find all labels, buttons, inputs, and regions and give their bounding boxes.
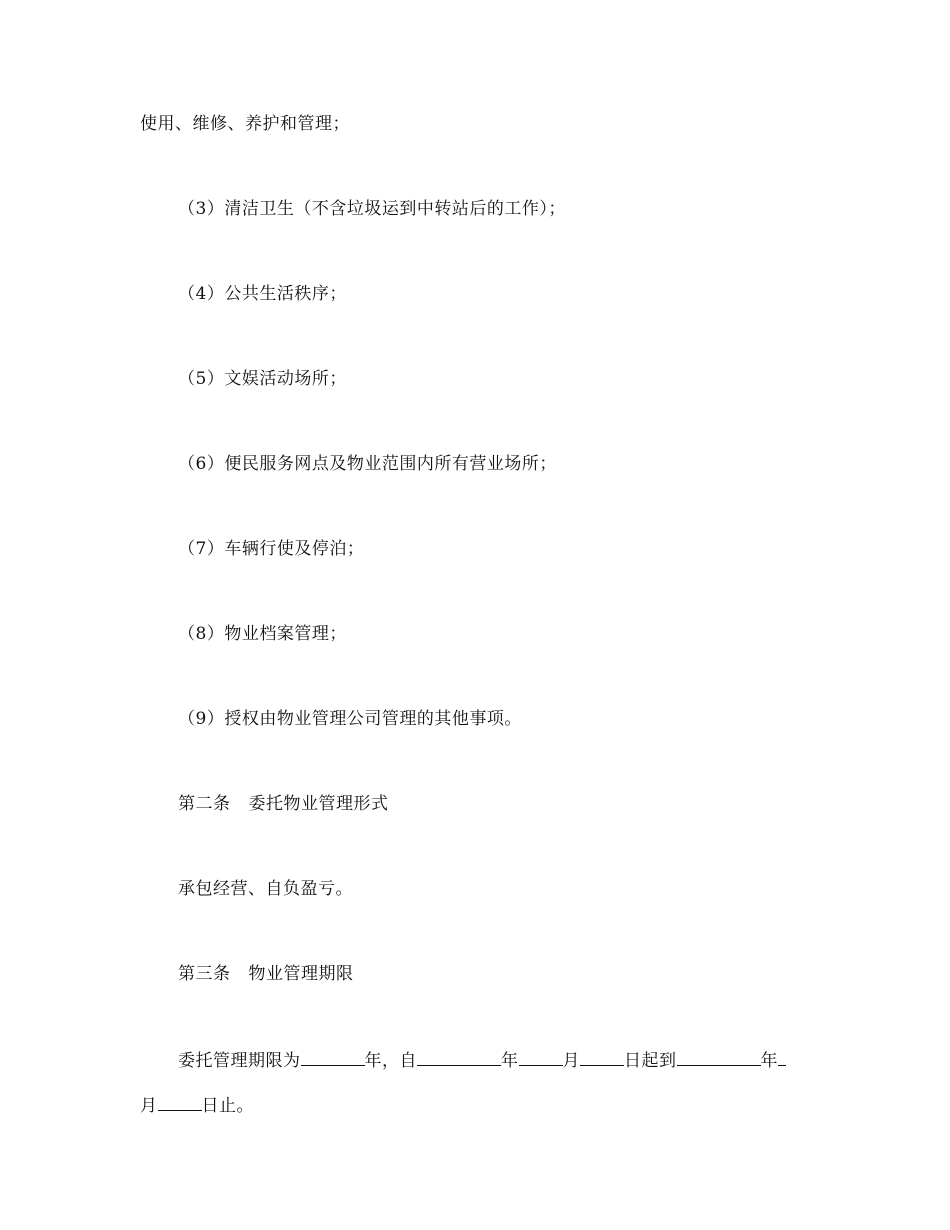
article-heading — [178, 792, 389, 816]
term-text: 日止。 — [201, 1096, 254, 1116]
list-item: （6）便民服务网点及物业范围内所有营业场所； — [178, 454, 557, 474]
blank-start-year — [417, 1047, 501, 1066]
list-item: （9）授权由物业管理公司管理的其他事项。 — [178, 709, 522, 729]
blank-start-month — [519, 1047, 563, 1066]
term-text: 委托管理期限为 — [178, 1051, 301, 1071]
blank-end-month-start — [778, 1047, 786, 1066]
term-sentence — [178, 1047, 786, 1073]
term-text: 年 — [501, 1051, 519, 1071]
text-line: 使用、维修、养护和管理； — [140, 114, 350, 134]
article-number: 第二条 — [178, 794, 231, 814]
article-title: 物业管理期限 — [248, 964, 354, 984]
blank-years — [301, 1047, 365, 1066]
blank-end-day — [158, 1092, 202, 1111]
text-line: 承包经营、自负盈亏。 — [178, 879, 353, 899]
list-item: （7）车辆行使及停泊； — [178, 539, 365, 559]
article-heading — [178, 962, 354, 986]
blank-start-day — [580, 1047, 624, 1066]
term-text: 月 — [562, 1051, 580, 1071]
article-number: 第三条 — [178, 964, 231, 984]
term-text: 年 — [760, 1051, 778, 1071]
list-item: （3）清洁卫生（不含垃圾运到中转站后的工作）； — [178, 199, 566, 219]
term-sentence-continued — [140, 1092, 254, 1118]
list-item: （4）公共生活秩序； — [178, 284, 347, 304]
list-item: （8）物业档案管理； — [178, 624, 347, 644]
article-title: 委托物业管理形式 — [248, 794, 389, 814]
term-text: 年，自 — [364, 1051, 417, 1071]
list-item: （5）文娱活动场所； — [178, 369, 347, 389]
term-text: 日起到 — [624, 1051, 677, 1071]
term-text: 月 — [140, 1096, 158, 1116]
blank-end-year — [677, 1047, 761, 1066]
